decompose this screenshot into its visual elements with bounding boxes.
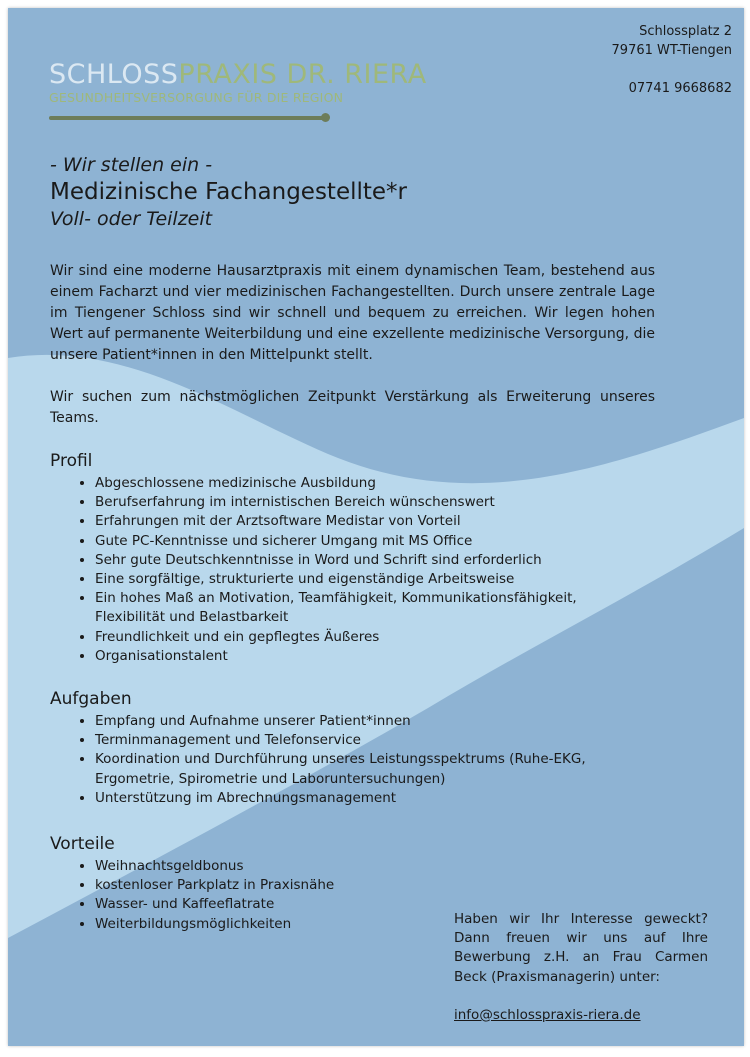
list-item: • Gute PC-Kenntnisse und sicherer Umgang mit MS Office (95, 532, 595, 551)
address-street: Schlossplatz 2 (639, 24, 732, 39)
practice-logo (49, 60, 427, 106)
logo-title: SCHLOSSPRAXIS DR. RIERA (49, 59, 427, 90)
address-block (612, 22, 732, 98)
intro-text (50, 261, 655, 450)
call-to-action (454, 910, 708, 1025)
list-item: • Organisationstalent (95, 647, 595, 666)
section-vorteile (50, 833, 334, 934)
section-profil (50, 450, 595, 666)
phone-number: 07741 9668682 (628, 81, 732, 96)
cta-text: Haben wir Ihr Interesse geweckt? Dann freuen wir uns auf Ihre Bewerbung z.H. an Frau Carmen Beck (Praxismanagerin) unter: (454, 911, 708, 985)
intro-paragraph-2: Wir suchen zum nächstmöglichen Zeitpunkt Verstärkung als Erweiterung unseres Teams. (50, 389, 655, 426)
address-city: 79761 WT-Tiengen (611, 43, 732, 58)
logo-subtitle: GESUNDHEITSVERSORGUNG FÜR DIE REGION (49, 90, 344, 105)
section-aufgaben (50, 688, 615, 808)
intro-paragraph-1: Wir sind eine moderne Hausarztpraxis mit einem dynamischen Team, bestehend aus einem Facharzt und vier medizinischen Fachangestellten. Durch unsere zentrale Lage im Tiengener Schloss sind wir schnell und bequem zu erreichen. Wir legen hohen Wert auf permanente Weiterbildung und eine exzellente medizinische Versorgung, die unsere Patient*innen in den Mittelpunkt stellt. (50, 263, 655, 363)
list-item: • Sehr gute Deutschkenntnisse in Word und Schrift sind erforderlich (95, 551, 595, 570)
section-title: Aufgaben (50, 689, 132, 709)
logo-underline-dot (321, 113, 330, 122)
list-item: • Ein hohes Maß an Motivation, Teamfähigkeit, Kommunikationsfähigkeit, Flexibilität und Belastbarkeit (95, 589, 595, 627)
job-type: Voll- oder Teilzeit (50, 208, 213, 230)
email-link[interactable]: info@schlosspraxis-riera.de (454, 1006, 641, 1023)
vorteile-list (50, 857, 334, 934)
logo-underline (49, 116, 327, 120)
list-item: • kostenloser Parkplatz in Praxisnähe (95, 876, 334, 895)
aufgaben-list (50, 712, 615, 808)
job-title: Medizinische Fachangestellte*r (50, 179, 407, 205)
section-title: Vorteile (50, 834, 115, 854)
section-title: Profil (50, 451, 93, 471)
list-item: • Abgeschlossene medizinische Ausbildung (95, 474, 595, 493)
list-item: • Unterstützung im Abrechnungsmanagement (95, 789, 615, 808)
list-item: • Freundlichkeit und ein gepflegtes Äußeres (95, 628, 595, 647)
job-heading (50, 153, 407, 231)
profil-list (50, 474, 595, 666)
list-item: • Terminmanagement und Telefonservice (95, 731, 615, 750)
list-item: • Berufserfahrung im internistischen Bereich wünschenswert (95, 493, 595, 512)
list-item: • Eine sorgfältige, strukturierte und eigenständige Arbeitsweise (95, 570, 595, 589)
list-item: • Erfahrungen mit der Arztsoftware Medistar von Vorteil (95, 512, 595, 531)
list-item: • Weihnachtsgeldbonus (95, 857, 334, 876)
heading-pre: - Wir stellen ein - (50, 154, 213, 176)
flyer-page (8, 8, 744, 1046)
list-item: • Koordination und Durchführung unseres Leistungsspektrums (Ruhe-EKG, Ergometrie, Spirometrie und Laboruntersuchungen) (95, 750, 615, 788)
list-item: • Empfang und Aufnahme unserer Patient*innen (95, 712, 615, 731)
list-item: • Wasser- und Kaffeeflatrate (95, 895, 334, 914)
list-item: • Weiterbildungsmöglichkeiten (95, 915, 334, 934)
